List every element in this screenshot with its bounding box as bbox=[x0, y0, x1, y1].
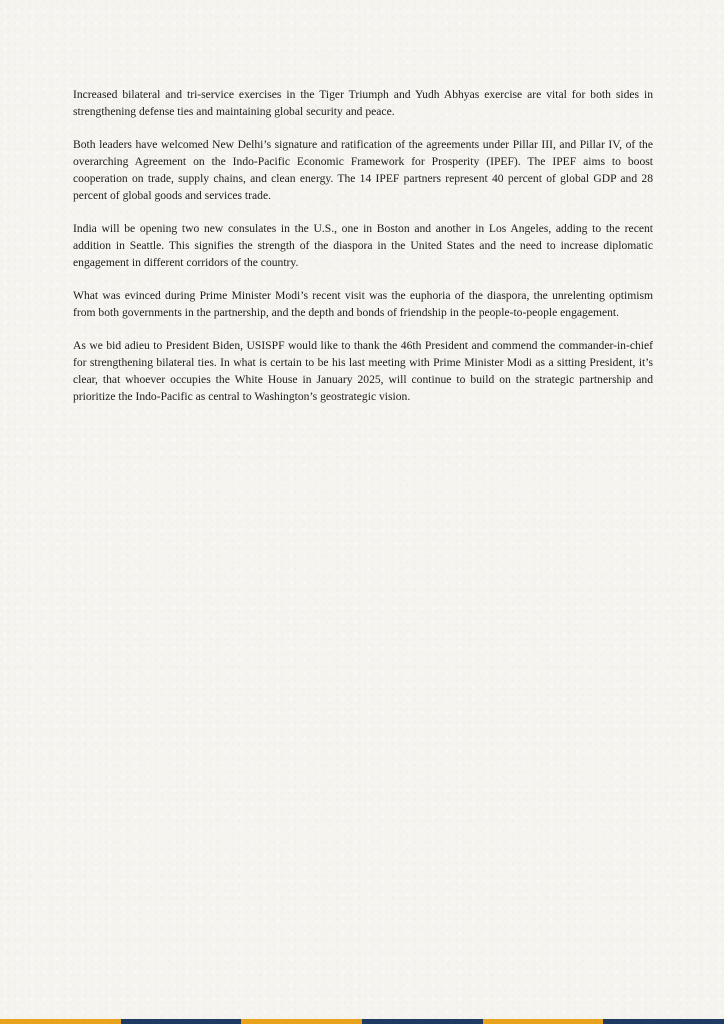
paragraph-defense-exercises: Increased bilateral and tri-service exercises in the Tiger Triumph and Yudh Abhyas exercise are vital for both sides in strengthening defense ties and maintaining global security and peace. bbox=[73, 88, 653, 118]
footer-bar-segment bbox=[0, 1019, 121, 1024]
paragraph-consulates: India will be opening two new consulates in the U.S., one in Boston and another in Los Angeles, adding to the recent addition in Seattle. This signifies the strength of the diaspora in the United States and the need to increase diplomatic engagement in different corridors of the country. bbox=[73, 222, 653, 269]
footer-color-bar bbox=[0, 1019, 724, 1024]
footer-bar-segment bbox=[241, 1019, 362, 1024]
paragraph-modi-visit: What was evinced during Prime Minister Modi’s recent visit was the euphoria of the diaspora, the unrelenting optimism from both governments in the partnership, and the depth and bonds of friendship in the people-to-people engagement. bbox=[73, 289, 653, 319]
paragraph-farewell-biden: As we bid adieu to President Biden, USISPF would like to thank the 46th President and commend the commander-in-chief for strengthening bilateral ties. In what is certain to be his last meeting with Prime Minister Modi as a sitting President, it’s clear, that whoever occupies the White House in January 2025, will continue to build on the strategic partnership and prioritize the Indo-Pacific as central to Washington’s geostrategic vision. bbox=[73, 339, 653, 403]
paragraph-ipef: Both leaders have welcomed New Delhi’s signature and ratification of the agreements under Pillar III, and Pillar IV, of the overarching Agreement on the Indo-Pacific Economic Framework for Prosperity (IPEF). The IPEF aims to boost cooperation on trade, supply chains, and clean energy. The 14 IPEF partners represent 40 percent of global GDP and 28 percent of global goods and services trade. bbox=[73, 138, 653, 202]
document-body bbox=[73, 86, 653, 421]
footer-bar-segment bbox=[121, 1019, 242, 1024]
footer-bar-segment bbox=[362, 1019, 483, 1024]
footer-bar-segment bbox=[603, 1019, 724, 1024]
footer-bar-segment bbox=[483, 1019, 604, 1024]
